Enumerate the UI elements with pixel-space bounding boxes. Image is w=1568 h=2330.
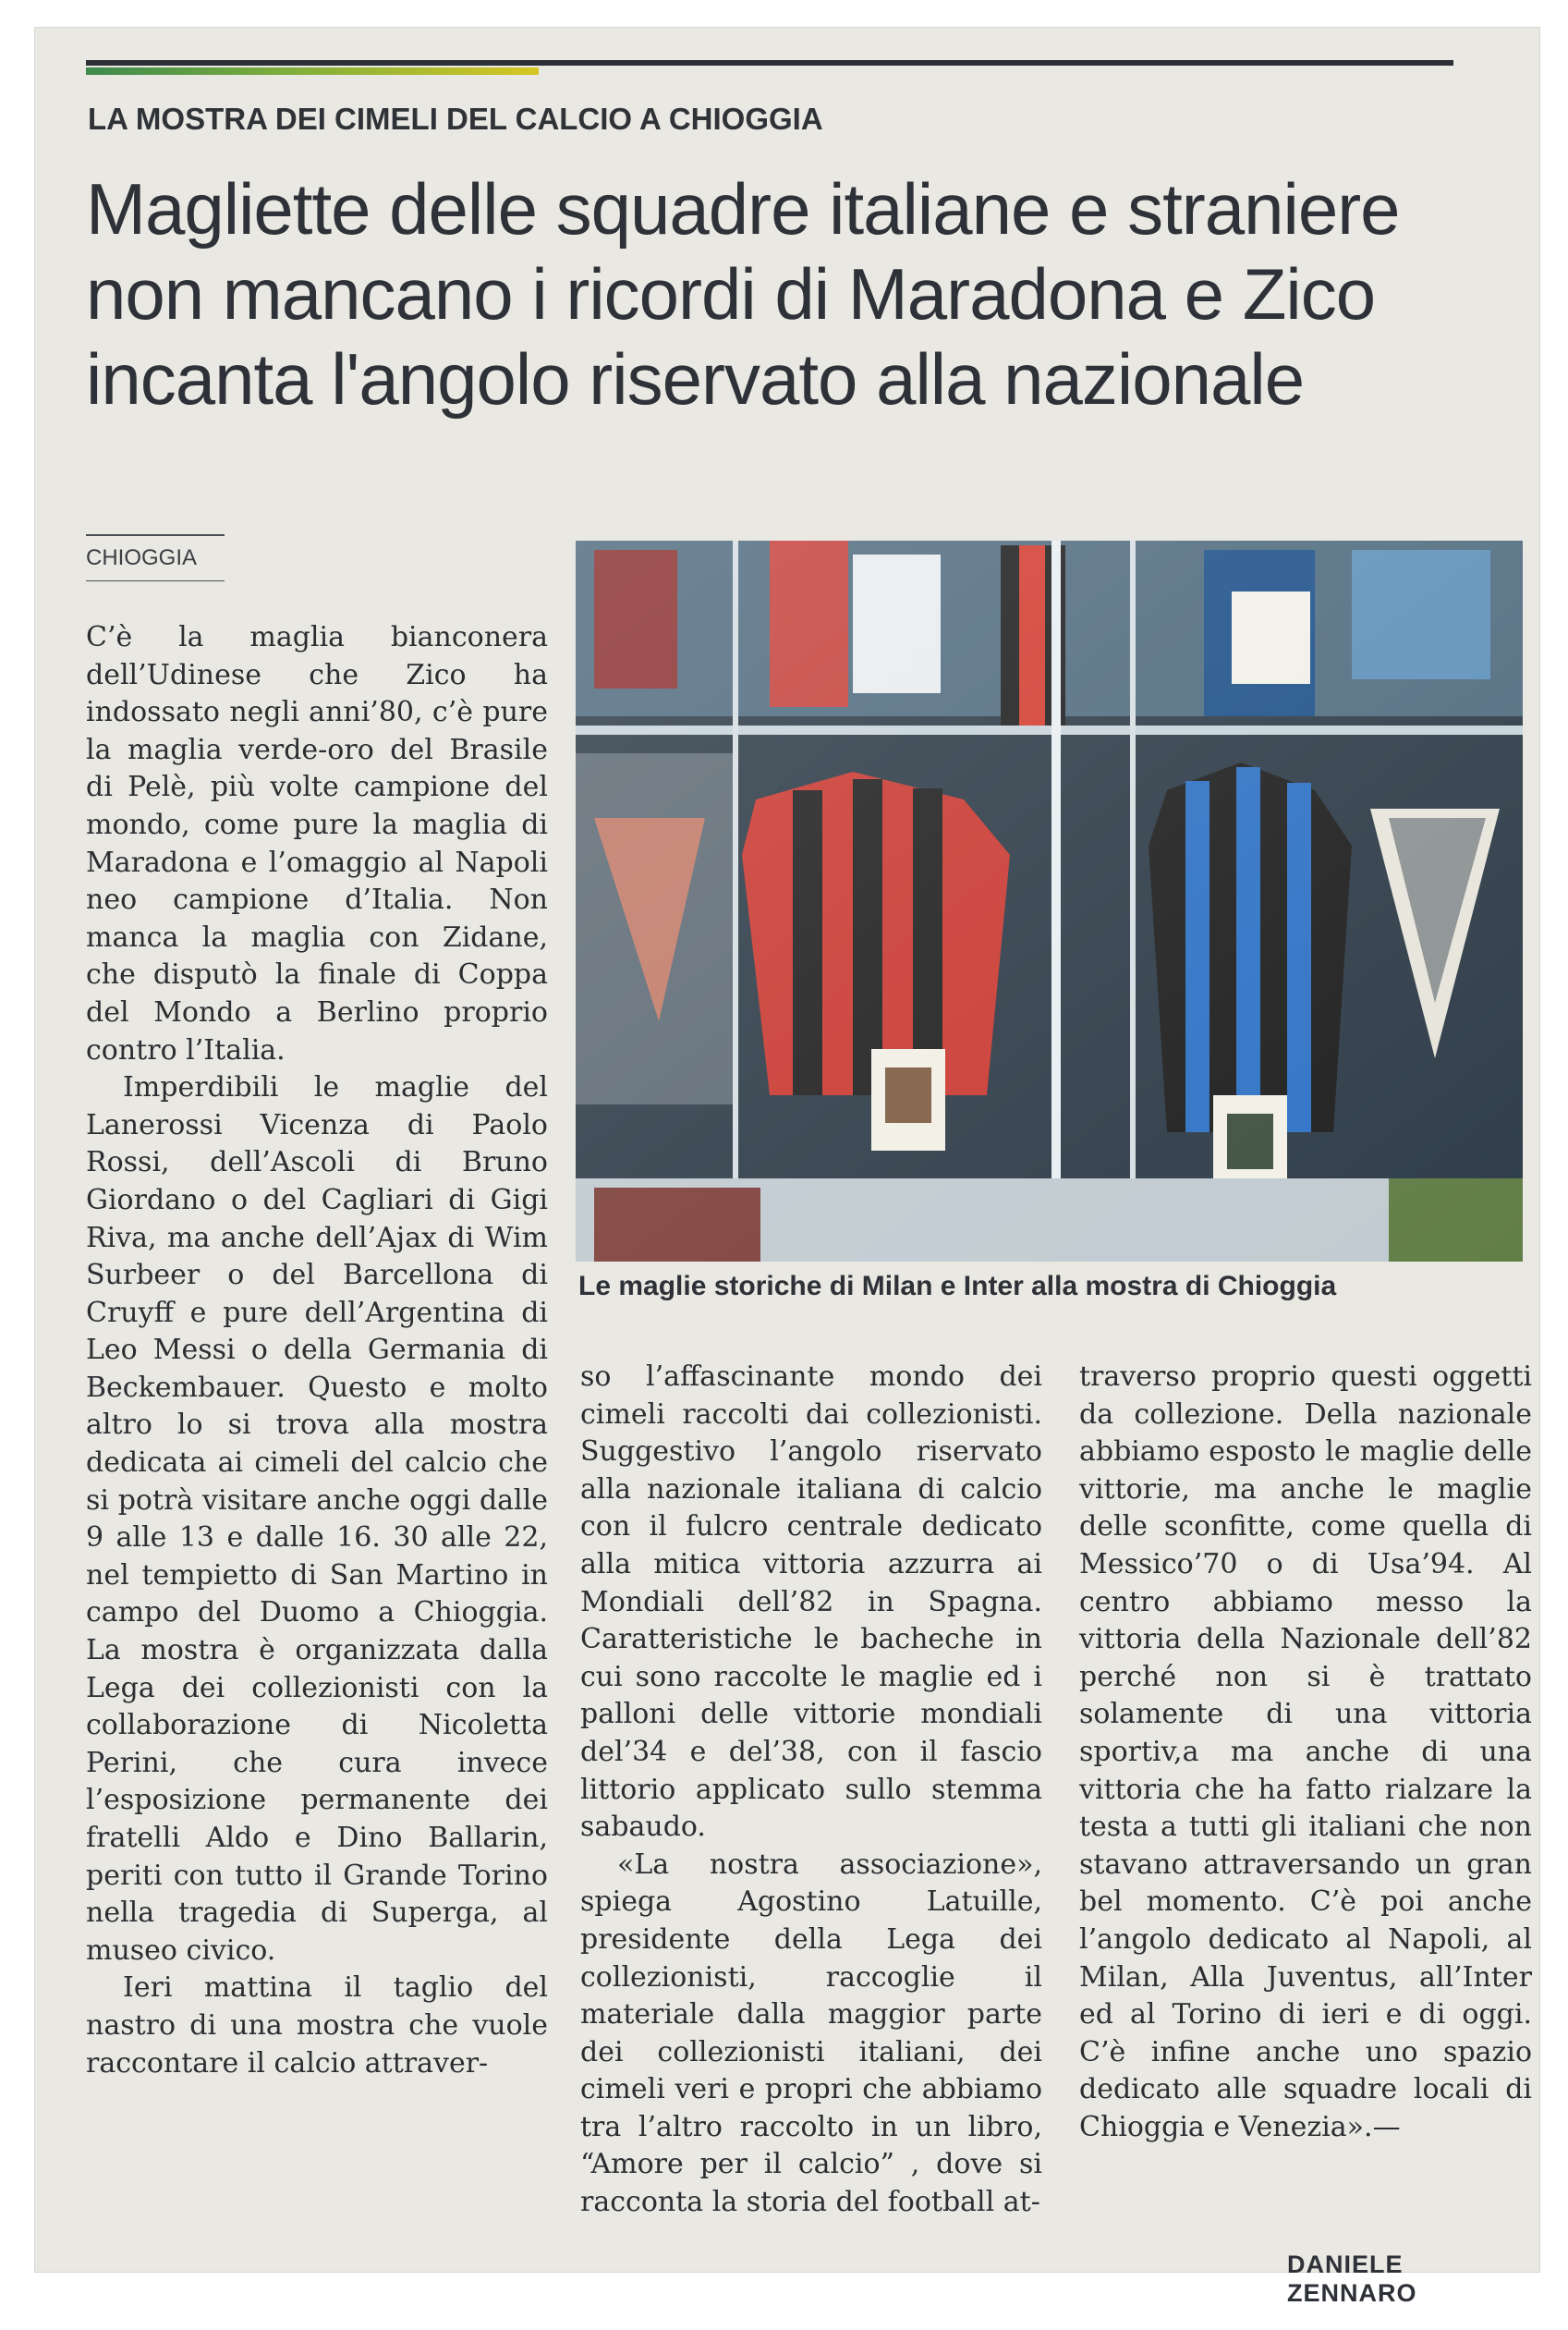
photo-illustration (576, 541, 1523, 1262)
top-rule (86, 60, 1453, 66)
paragraph: so l’affascinante mondo dei cimeli raccolti dai collezionisti. Suggestivo l’angolo riservato alla nazionale italiana di calcio con il fulcro centrale dedicato alla mitica vittoria azzurra ai Mondiali dell’82 in Spagna. Caratteristiche le bacheche in cui sono raccolte le maglie ed i palloni delle vittorie mondiali del’34 e del’38, con il fascio littorio applicato sullo stemma sabaudo. (580, 1360, 1042, 1844)
headline-line: non mancano i ricordi di Maradona e Zico (86, 253, 1376, 335)
paragraph: «La nostra associazione», spiega Agostino Latuille, presidente della Lega dei collezionisti, raccoglie il materiale dalla maggior parte dei collezionisti italiani, dei cimeli veri e propri che abbiamo tra l’altro raccolto in un libro, “Amore per il calcio” , dove si racconta la storia del football at- (580, 1848, 1042, 2219)
photo-caption: Le maglie storiche di Milan e Inter alla mostra di Chioggia (578, 1271, 1337, 1301)
paragraph: traverso proprio questi oggetti da collezione. Della nazionale abbiamo esposto le maglie delle vittorie, ma anche le maglie delle sconfitte, come quella di Messico’70 o di Usa’94. Al centro abbiamo messo la vittoria della Nazionale dell’82 perché non si è trattato solamente di una vittoria sportiv,a ma anche di una vittoria che ha fatto rialzare la testa a tutti gli italiani che non stavano attraversando un gran bel momento. C’è poi anche l’angolo dedicato al Napoli, al Milan, Alla Juventus, all’Inter ed al Torino di ieri e di oggi. C’è infine anche uno spazio dedicato alle squadre locali di Chioggia e Venezia».— (1079, 1360, 1532, 2143)
kicker: LA MOSTRA DEI CIMELI DEL CALCIO A CHIOGGIA (88, 102, 823, 136)
article-column-3 (1079, 1359, 1532, 2146)
headline (86, 166, 1527, 421)
headline-line: incanta l'angolo riservato alla nazionale (86, 338, 1305, 420)
photo-jersey-display (576, 541, 1523, 1262)
accent-rule (86, 67, 539, 75)
paragraph: C’è la maglia bianconera dell’Udinese che Zico ha indossato negli anni’80, c’è pure la maglia verde-oro del Brasile di Pelè, più volte campione del mondo, come pure la maglia di Maradona e l’omaggio al Napoli neo campione d’Italia. Non manca la maglia con Zidane, che disputò la finale di Coppa del Mondo a Berlino proprio contro l’Italia. (86, 621, 548, 1067)
paragraph: Ieri mattina il taglio del nastro di una mostra che vuole raccontare il calcio attraver- (86, 1971, 548, 2080)
article-column-2 (580, 1359, 1042, 2222)
article-column-1 (86, 619, 548, 2082)
headline-line: Magliette delle squadre italiane e straniere (86, 168, 1400, 250)
paragraph: Imperdibili le maglie del Lanerossi Vicenza di Paolo Rossi, dell’Ascoli di Bruno Giordano o del Cagliari di Gigi Riva, ma anche dell’Ajax di Wim Surbeer o del Barcellona di Cruyff e pure dell’Argentina di Leo Messi o della Germania di Beckembauer. Questo e molto altro lo si trova alla mostra dedicata ai cimeli del calcio che si potrà visitare anche oggi dalle 9 alle 13 e dalle 16. 30 alle 22, nel tempietto di San Martino in campo del Duomo a Chioggia. La mostra è organizzata dalla Lega dei collezionisti con la collaborazione di Nicoletta Perini, che cura invece l’esposizione permanente dei fratelli Aldo e Dino Ballarin, periti con tutto il Grande Torino nella tragedia di Superga, al museo civico. (86, 1071, 548, 1967)
section-label: CHIOGGIA (86, 534, 225, 581)
byline: DANIELE ZENNARO (1287, 2251, 1417, 2307)
newspaper-clipping (35, 28, 1539, 2307)
